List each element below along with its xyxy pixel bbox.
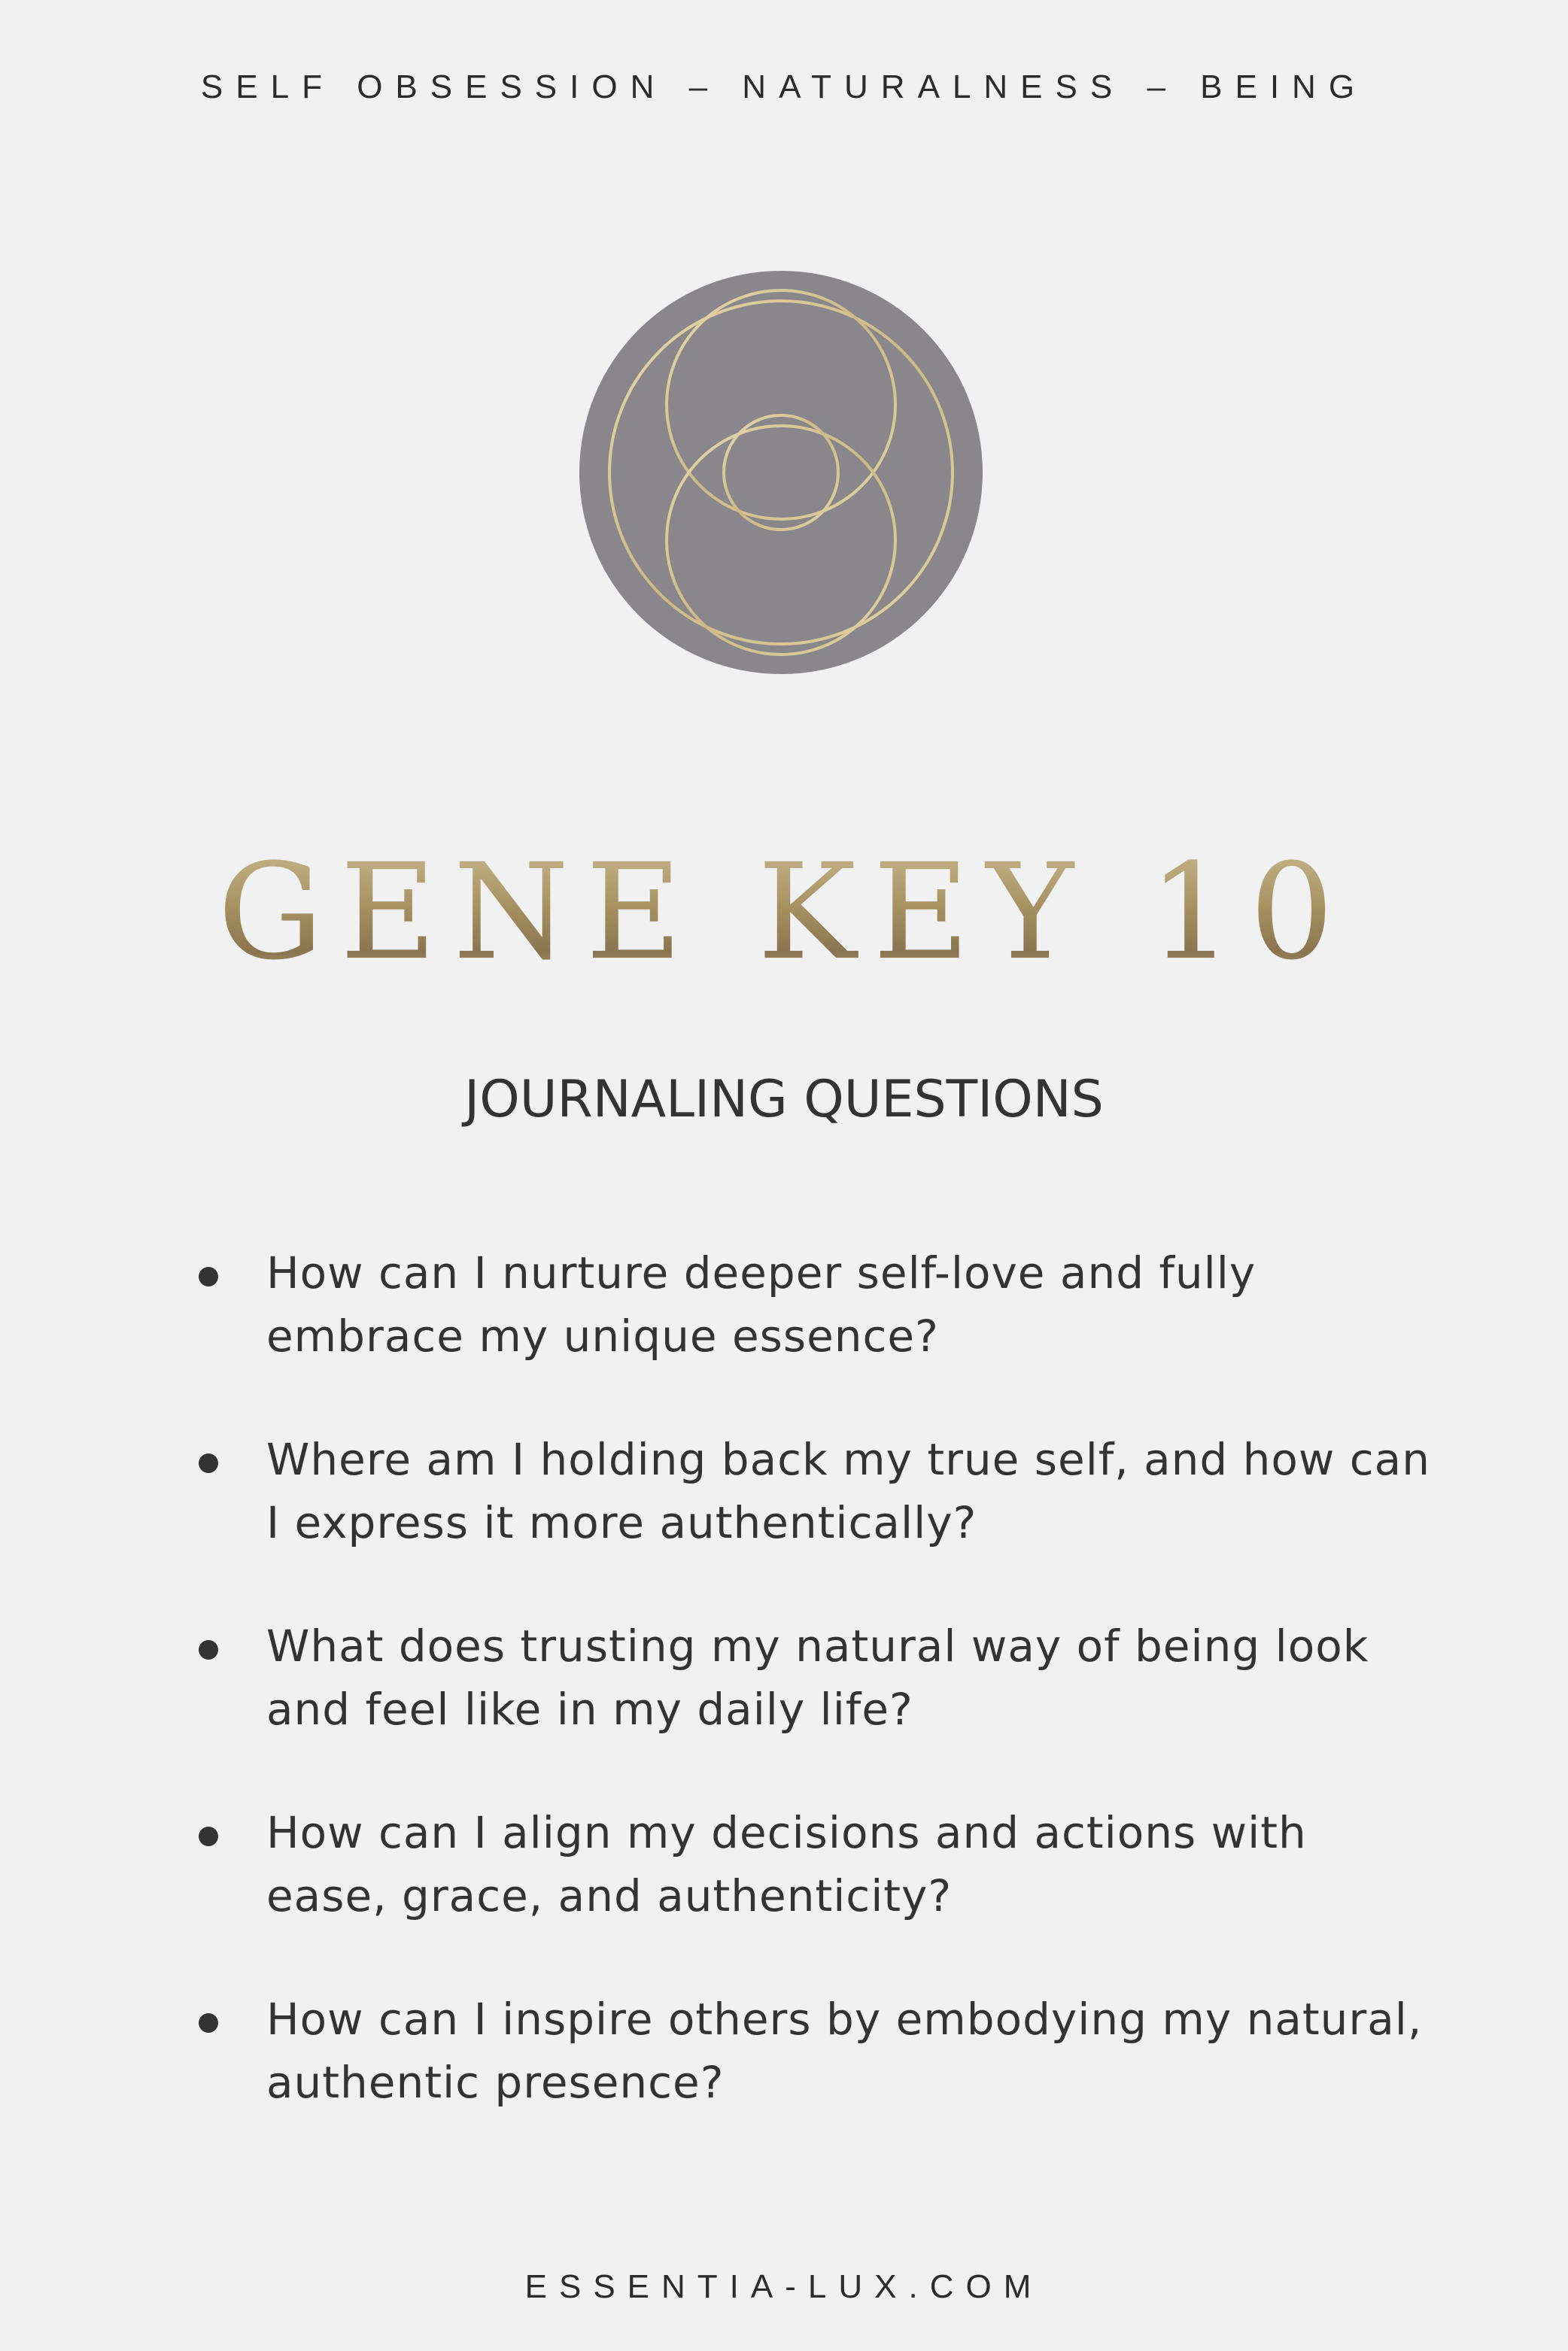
bullet-icon — [199, 1827, 218, 1846]
gold-circles-eye-icon — [579, 271, 983, 674]
question-text: What does trusting my natural way of being look and feel like in my daily life? — [266, 1620, 1369, 1735]
question-text: How can I inspire others by embodying my natural, authentic presence? — [266, 1994, 1423, 2108]
bullet-icon — [199, 1640, 218, 1660]
website-link[interactable]: ESSENTIA-LUX.COM — [524, 2268, 1044, 2305]
question-text: How can I align my decisions and actions with ease, grace, and authenticity? — [266, 1807, 1307, 1921]
list-item — [197, 1428, 1431, 1554]
list-item — [197, 1801, 1431, 1927]
question-text: How can I nurture deeper self-love and fully embrace my unique essence? — [266, 1247, 1257, 1362]
page-title: GENE KEY 10 — [0, 834, 1568, 992]
logo — [579, 271, 983, 674]
list-item — [197, 1988, 1431, 2114]
list-item — [197, 1614, 1431, 1741]
question-text: Where am I holding back my true self, and how can I express it more authentically? — [266, 1434, 1430, 1548]
page-subtitle: JOURNALING QUESTIONS — [464, 1070, 1104, 1129]
bullet-icon — [199, 1453, 218, 1473]
bullet-icon — [199, 2013, 218, 2033]
bullet-icon — [199, 1267, 218, 1286]
tagline: SELF OBSESSION – NATURALNESS – BEING — [200, 68, 1368, 105]
questions-list — [197, 1241, 1431, 2174]
list-item — [197, 1241, 1431, 1368]
